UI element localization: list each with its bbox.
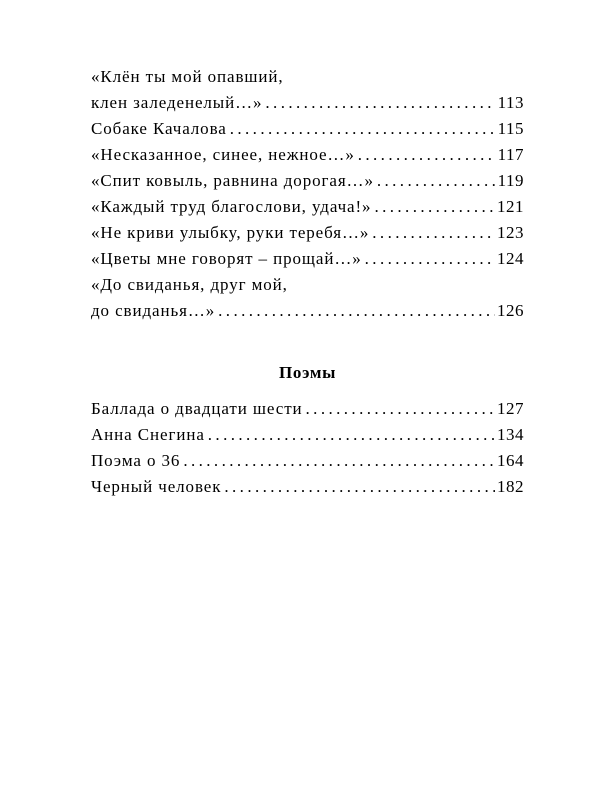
dot-leader (365, 246, 495, 272)
toc-page-number: 134 (497, 425, 524, 444)
toc-entry-line (91, 246, 524, 272)
toc-page-number: 117 (497, 145, 524, 164)
toc-page-number: 182 (497, 477, 524, 496)
dot-leader (183, 448, 495, 474)
toc-entry-title: «Не криви улыбку, руки теребя…» (91, 223, 370, 242)
toc-entry (91, 116, 524, 142)
toc-entry (91, 246, 524, 272)
toc-entry (91, 168, 524, 194)
toc-entry-line (91, 298, 524, 324)
table-of-contents-page (91, 64, 524, 500)
toc-entry (91, 474, 524, 500)
toc-entry (91, 272, 524, 324)
toc-entry-title: «Несказанное, синее, нежное…» (91, 145, 355, 164)
toc-entry-line (91, 448, 524, 474)
toc-page-number: 113 (497, 93, 524, 112)
toc-entry-line (91, 116, 524, 142)
toc-entry-title: Поэма о 36 (91, 451, 181, 470)
dot-leader (230, 116, 496, 142)
toc-entry-title: «Цветы мне говорят – прощай…» (91, 249, 362, 268)
dot-leader (374, 194, 495, 220)
toc-entry-line (91, 142, 524, 168)
toc-entry-title: «Каждый труд благослови, удача!» (91, 197, 372, 216)
toc-entry (91, 396, 524, 422)
dot-leader (306, 396, 495, 422)
toc-entry-line (91, 168, 524, 194)
toc-entry-line (91, 474, 524, 500)
toc-entry (91, 142, 524, 168)
dot-leader (358, 142, 496, 168)
toc-entry (91, 64, 524, 116)
dot-leader (265, 90, 495, 116)
toc-entry (91, 448, 524, 474)
toc-entry (91, 422, 524, 448)
dot-leader (208, 422, 495, 448)
toc-entry-title: Баллада о двадцати шести (91, 399, 303, 418)
dot-leader (224, 474, 495, 500)
toc-page-number: 126 (497, 301, 524, 320)
toc-entry-line (91, 90, 524, 116)
toc-page-number: 119 (497, 171, 524, 190)
toc-entry-title: Анна Снегина (91, 425, 205, 444)
toc-page-number: 121 (497, 197, 524, 216)
toc-entry-line (91, 194, 524, 220)
toc-entry-line (91, 220, 524, 246)
section-heading: Поэмы (279, 363, 336, 382)
toc-page-number: 115 (497, 119, 524, 138)
toc-entry-line (91, 422, 524, 448)
toc-entry-title-line-1: «До свиданья, друг мой, (91, 275, 288, 294)
toc-page-number: 127 (497, 399, 524, 418)
toc-entry-title: Черный человек (91, 477, 222, 496)
toc-page-number: 123 (497, 223, 524, 242)
dot-leader (377, 168, 496, 194)
dot-leader (218, 298, 495, 324)
toc-entry-title: «Спит ковыль, равнина дорогая…» (91, 171, 374, 190)
toc-page-number: 124 (497, 249, 524, 268)
toc-entry-title: Собаке Качалова (91, 119, 227, 138)
dot-leader (372, 220, 495, 246)
toc-page-number: 164 (497, 451, 524, 470)
toc-entry-title: до свиданья…» (91, 301, 216, 320)
toc-entry-title-line-1: «Клён ты мой опавший, (91, 67, 284, 86)
toc-entry-line (91, 396, 524, 422)
toc-entry (91, 194, 524, 220)
toc-entry (91, 220, 524, 246)
toc-entry-title: клен заледенелый…» (91, 93, 263, 112)
